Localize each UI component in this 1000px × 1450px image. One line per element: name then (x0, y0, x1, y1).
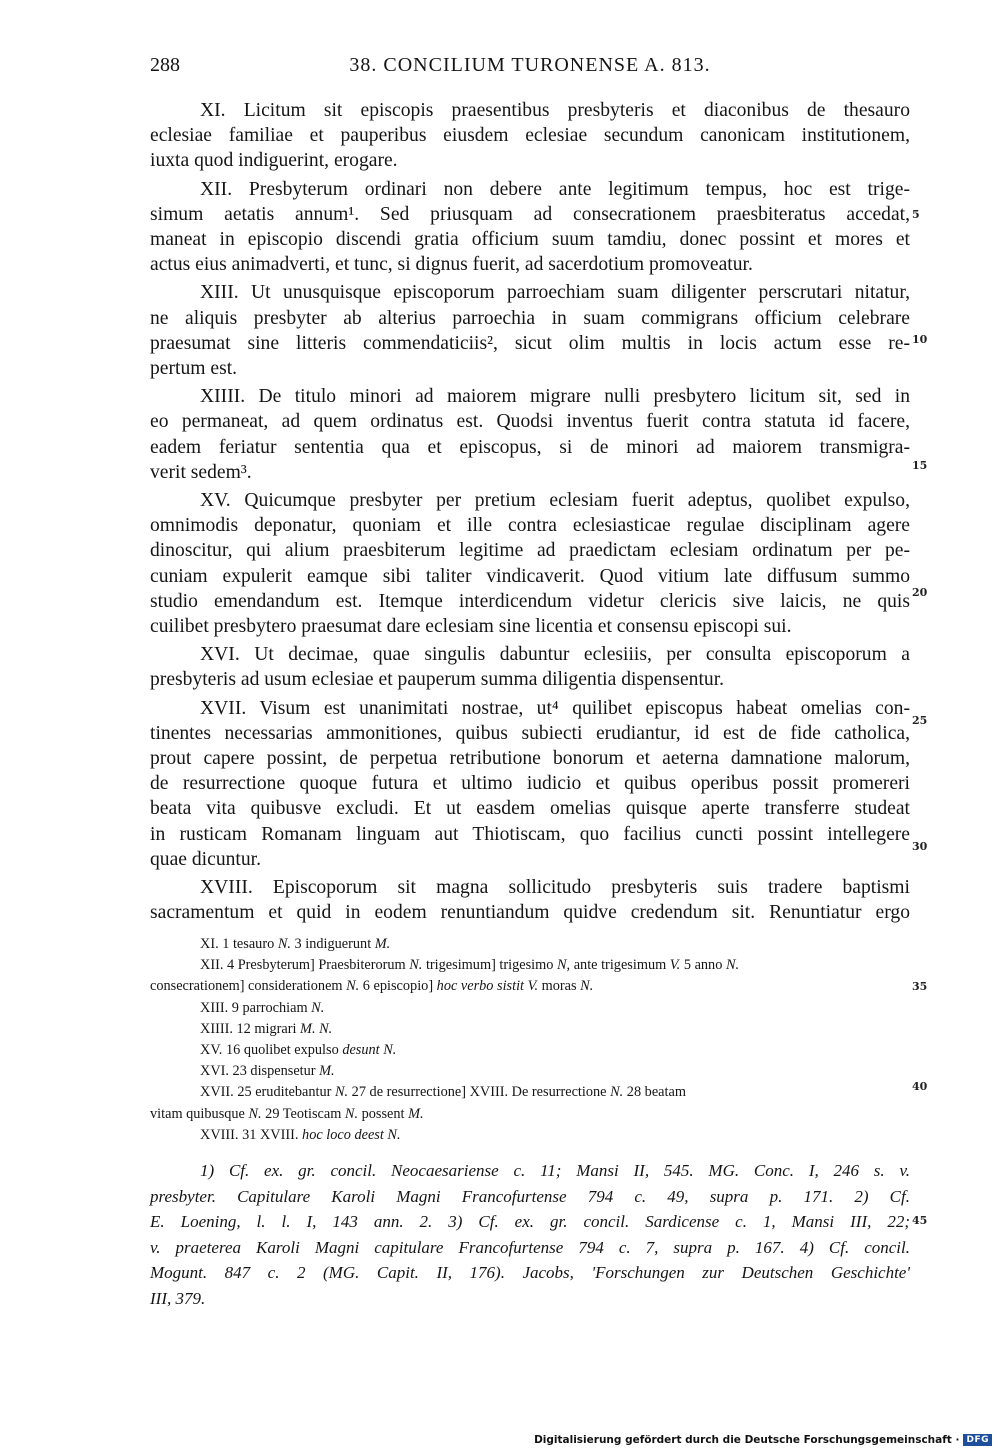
footnote-line: III, 379. (150, 1288, 206, 1308)
apparatus-line: XVII. 25 eruditebantur N. 27 de resurrectione] XVIII. De resurrectione N. 28 beatam (200, 1084, 686, 1101)
text-line: eadem feriatur sententia qua et episcopus, si de minori ad maiorem transmigra- (150, 436, 910, 458)
apparatus-line: XIIII. 12 migrari M. N. (200, 1020, 333, 1037)
apparatus-line: XIII. 9 parrochiam N. (200, 999, 325, 1016)
footnotes (150, 1158, 910, 1312)
running-title: 38. CONCILIUM TURONENSE A. 813. (349, 54, 711, 76)
text-line: cuniam expulerit eamque sibi taliter vindicaverit. Quod vitium late diffusum summo (150, 565, 910, 587)
chapter-xvii (150, 696, 910, 872)
apparatus-line: XVI. 23 dispensetur M. (200, 1063, 335, 1080)
text-line: studio emendandum est. Itemque interdicendum videtur clericis sive laicis, ne quis (150, 590, 910, 612)
text-line: iuxta quod indiguerint, erogare. (150, 150, 398, 172)
text-line: XIII. Ut unusquisque episcoporum parroechiam suam diligenter perscrutari nitatur, (200, 282, 910, 304)
apparatus-line: XI. 1 tesauro N. 3 indiguerunt M. (200, 936, 391, 952)
footnote-line: Mogunt. 847 c. 2 (MG. Capit. II, 176). Jacobs, 'Forschungen zur Deutschen Geschichte' (150, 1263, 910, 1283)
apparatus-line: consecrationem] considerationem N. 6 episcopio] hoc verbo sistit V. moras N. (150, 978, 594, 995)
text-line: prout capere possint, de perpetua retributione bonorum et aeterna damnatione malorum, (150, 748, 910, 770)
chapter-xviii (150, 875, 910, 925)
text-line: praesumat sine litteris commendaticiis², sicut olim multis in locis actum esse re- (150, 332, 910, 354)
text-line: maneat in episcopio discendi gratia officium suum tamdiu, donec possint et mores et (150, 229, 910, 251)
apparatus-line: XV. 16 quolibet expulso desunt N. (200, 1042, 397, 1059)
chapter-xiiii (150, 384, 910, 485)
chapter-xiii (150, 280, 910, 381)
main-text (150, 98, 910, 929)
apparatus-line: vitam quibusque N. 29 Teotiscam N. possent M. (150, 1105, 424, 1122)
page-header (150, 54, 910, 80)
chapter-xi (150, 98, 910, 174)
text-line: de resurrectione quoque futura et ultimo iudicio et quibus operibus possit promereri (150, 773, 910, 795)
apparatus-line: XVIII. 31 XVIII. hoc loco deest N. (200, 1126, 401, 1143)
text-line: XII. Presbyterum ordinari non debere ante legitimum tempus, hoc est trige- (200, 178, 910, 200)
line-number: 35 (912, 980, 928, 993)
text-line: XIIII. De titulo minori ad maiorem migrare nulli presbytero licitum sit, sed in (200, 386, 910, 408)
dfg-logo-icon: DFG (963, 1434, 992, 1446)
text-line: XV. Quicumque presbyter per pretium eclesiam fuerit adeptus, quolibet expulso, (200, 490, 910, 512)
text-line: presbyteris ad usum eclesiae et pauperum summa diligentia dispensentur. (150, 669, 725, 691)
watermark-text: Digitalisierung gefördert durch die Deutsche Forschungsgemeinschaft · (534, 1434, 960, 1446)
footnote-line: 1) Cf. ex. gr. concil. Neocaesariense c. 11; Mansi II, 545. MG. Conc. I, 246 s. v. (200, 1161, 910, 1180)
text-line: pertum est. (150, 358, 238, 380)
text-line: in rusticam Romanam linguam aut Thiotiscam, quo facilius cuncti possint intellegere (150, 823, 910, 845)
text-line: XVI. Ut decimae, quae singulis dabuntur eclesiiis, per consulta episcoporum a (200, 644, 910, 666)
text-line: sacramentum et quid in eodem renuntiandum quidve credendum sit. Renuntiatur ergo (150, 902, 910, 924)
text-line: cuilibet presbytero praesumat dare eclesiam sine licentia et consensu episcopi sui. (150, 616, 792, 638)
text-line: simum aetatis annum¹. Sed priusquam ad consecrationem praesbiteratus accedat, (150, 203, 910, 225)
critical-apparatus (150, 934, 910, 1146)
text-line: eclesiae familiae et pauperibus eiusdem eclesiae secundum canonicam institutionem, (150, 125, 910, 147)
text-line: dinoscitur, qui alium praesbiterum legitime ad praedictam eclesiam ordinatum per pe- (150, 540, 910, 562)
footnote-line: presbyter. Capitulare Karoli Magni Francofurtense 794 c. 49, supra p. 171. 2) Cf. (150, 1186, 910, 1206)
page-number: 288 (150, 54, 180, 76)
text-line: XI. Licitum sit episcopis praesentibus presbyteris et diaconibus de thesauro (200, 100, 910, 121)
line-number: 30 (912, 840, 928, 853)
text-line: quae dicuntur. (150, 848, 261, 870)
line-number: 40 (912, 1080, 928, 1093)
text-line: XVIII. Episcoporum sit magna sollicitudo presbyteris suis tradere baptismi (200, 877, 910, 899)
line-number: 20 (912, 586, 928, 599)
text-line: actus eius animadverti, et tunc, si dignus fuerit, ad sacerdotium promoveatur. (150, 254, 753, 276)
line-number: 25 (912, 714, 928, 727)
footnote-line: E. Loening, l. l. I, 143 ann. 2. 3) Cf. ex. gr. concil. Sardicense c. 1, Mansi III, 22; (150, 1212, 910, 1232)
chapter-xv (150, 488, 910, 639)
dfg-watermark (534, 1434, 992, 1446)
text-line: eo permaneat, ad quem ordinatus est. Quodsi inventus fuerit contra statuta id facere, (150, 411, 910, 433)
footnote-line: v. praeterea Karoli Magni capitulare Francofurtense 794 c. 7, supra p. 167. 4) Cf. concil. (150, 1237, 910, 1257)
apparatus-line: XII. 4 Presbyterum] Praesbiterorum N. trigesimum] trigesimo N, ante trigesimum V. 5 anno N. (200, 957, 740, 974)
text-line: verit sedem³. (150, 461, 252, 483)
line-number: 10 (912, 333, 928, 346)
line-number: 5 (912, 208, 920, 221)
line-number: 45 (912, 1214, 928, 1227)
text-line: beata vita quibusve excludi. Et ut easdem omelias quisque aperte transferre studeat (150, 798, 910, 820)
line-number: 15 (912, 459, 928, 472)
chapter-xvi (150, 642, 910, 692)
chapter-xii (150, 177, 910, 278)
text-line: XVII. Visum est unanimitati nostrae, ut⁴ quilibet episcopus habeat omelias con- (200, 697, 910, 719)
text-line: tinentes necessarias ammonitiones, quibus subiecti erudiantur, id est de fide catholica, (150, 722, 910, 744)
text-line: omnimodis deponatur, quoniam et ille contra eclesiasticae regulae disciplinam agere (150, 515, 910, 537)
text-line: ne aliquis presbyter ab alterius parroechia in suam commigrans officium celebrare (150, 307, 910, 329)
